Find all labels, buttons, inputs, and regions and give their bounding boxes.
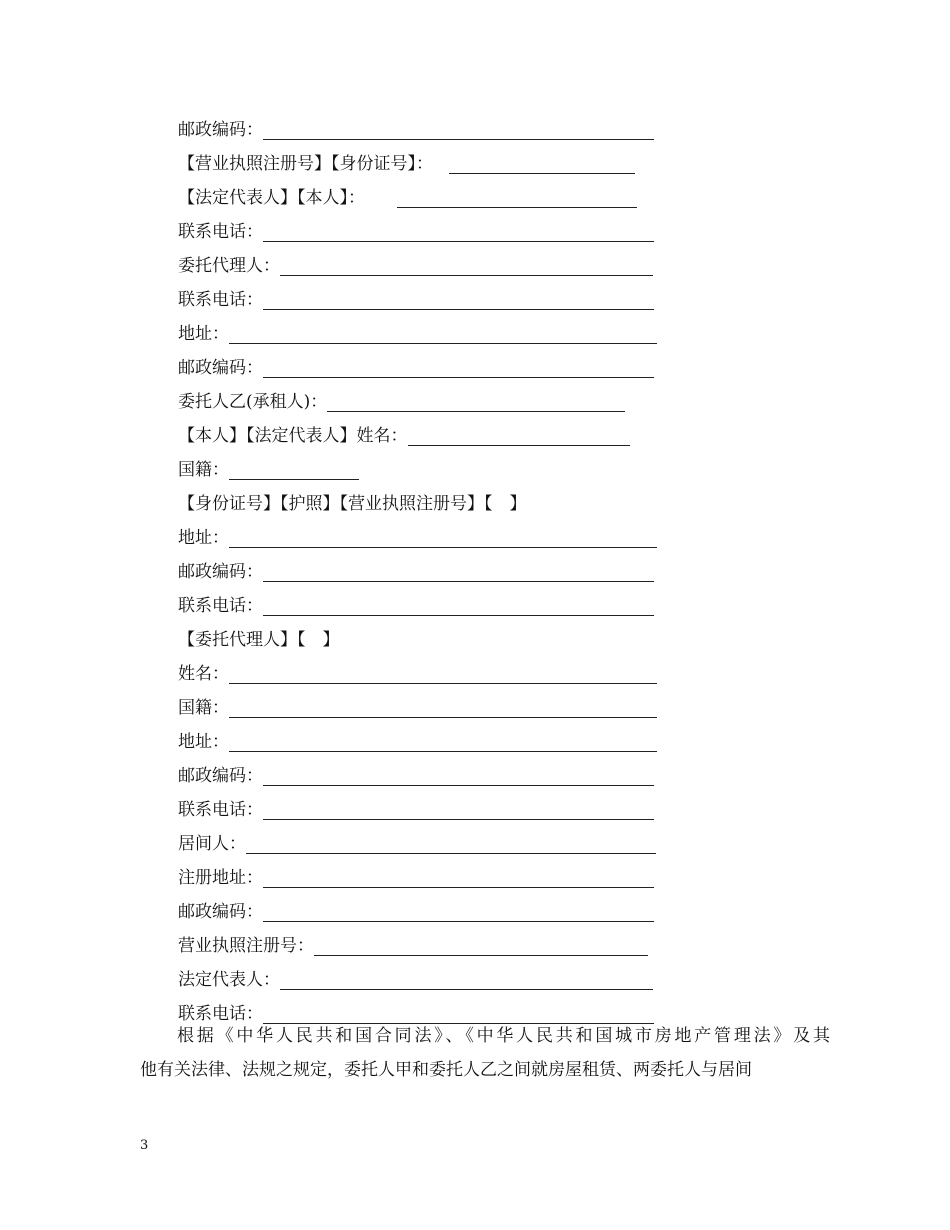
field-label: 法定代表人： bbox=[178, 970, 280, 990]
field-agent-phone-a bbox=[178, 286, 654, 312]
field-address-b bbox=[178, 524, 657, 550]
field-label: 【营业执照注册号】【身份证号】： bbox=[178, 154, 433, 174]
page-number: 3 bbox=[140, 1138, 149, 1153]
field-nationality-b bbox=[178, 456, 359, 482]
fill-in-blank[interactable] bbox=[263, 869, 654, 888]
field-label: 联系电话： bbox=[178, 222, 263, 242]
field-intermediary-address bbox=[178, 864, 654, 890]
fill-in-blank[interactable] bbox=[229, 325, 657, 344]
field-agent-name-b bbox=[178, 660, 657, 686]
fill-in-blank[interactable] bbox=[263, 903, 654, 922]
fill-in-blank[interactable] bbox=[263, 359, 654, 378]
field-label: 注册地址： bbox=[178, 868, 263, 888]
field-agent-a bbox=[178, 252, 653, 278]
field-agent-phone-b bbox=[178, 796, 654, 822]
field-label: 邮政编码： bbox=[178, 358, 263, 378]
field-label: 营业执照注册号： bbox=[178, 936, 314, 956]
fill-in-blank[interactable] bbox=[449, 155, 635, 174]
field-label: 【身份证号】【护照】【营业执照注册号】【 】 bbox=[178, 494, 527, 514]
fill-in-blank[interactable] bbox=[263, 801, 654, 820]
field-label: 地址： bbox=[178, 324, 229, 344]
fill-in-blank[interactable] bbox=[408, 427, 630, 446]
field-label: 地址： bbox=[178, 528, 229, 548]
fill-in-blank[interactable] bbox=[229, 529, 657, 548]
field-intermediary bbox=[178, 830, 656, 856]
field-lessee-b bbox=[178, 388, 625, 414]
field-postal-code-a bbox=[178, 116, 654, 142]
fill-in-blank[interactable] bbox=[229, 733, 657, 752]
field-label: 邮政编码： bbox=[178, 120, 263, 140]
fill-in-blank[interactable] bbox=[246, 835, 656, 854]
field-label: 【法定代表人】【本人】： bbox=[178, 188, 365, 208]
field-label: 【委托代理人】【 】 bbox=[178, 630, 340, 650]
field-license-or-id-a bbox=[178, 150, 635, 176]
field-intermediary-legal-rep bbox=[178, 966, 653, 992]
field-id-type-b bbox=[178, 490, 527, 516]
field-agent-b bbox=[178, 626, 340, 652]
field-phone-b bbox=[178, 592, 654, 618]
field-label: 邮政编码： bbox=[178, 902, 263, 922]
fill-in-blank[interactable] bbox=[263, 291, 654, 310]
fill-in-blank[interactable] bbox=[327, 393, 625, 412]
fill-in-blank[interactable] bbox=[263, 223, 654, 242]
field-address-a bbox=[178, 320, 657, 346]
field-label: 邮政编码： bbox=[178, 562, 263, 582]
field-label: 地址： bbox=[178, 732, 229, 752]
field-label: 邮政编码： bbox=[178, 766, 263, 786]
fill-in-blank[interactable] bbox=[263, 597, 654, 616]
fill-in-blank[interactable] bbox=[229, 461, 359, 480]
fill-in-blank[interactable] bbox=[229, 699, 657, 718]
fill-in-blank[interactable] bbox=[263, 563, 654, 582]
field-phone-a bbox=[178, 218, 654, 244]
field-name-b bbox=[178, 422, 630, 448]
field-postal-code-a2 bbox=[178, 354, 654, 380]
paragraph-line: 根据《中华人民共和国合同法》、《中华人民共和国城市房地产管理法》及其 bbox=[177, 1026, 830, 1046]
body-paragraph bbox=[140, 1019, 830, 1087]
paragraph-line: 他有关法律、法规之规定，委托人甲和委托人乙之间就房屋租赁、两委托人与居间 bbox=[140, 1060, 752, 1080]
field-label: 国籍： bbox=[178, 698, 229, 718]
fill-in-blank[interactable] bbox=[263, 767, 654, 786]
field-legal-rep-a bbox=[178, 184, 637, 210]
field-label: 联系电话： bbox=[178, 290, 263, 310]
fill-in-blank[interactable] bbox=[263, 121, 654, 140]
fill-in-blank[interactable] bbox=[314, 937, 648, 956]
fill-in-blank[interactable] bbox=[280, 971, 653, 990]
field-label: 姓名： bbox=[178, 664, 229, 684]
fill-in-blank[interactable] bbox=[280, 257, 653, 276]
fill-in-blank[interactable] bbox=[397, 189, 637, 208]
field-label: 联系电话： bbox=[178, 800, 263, 820]
field-postal-code-b bbox=[178, 558, 654, 584]
field-agent-nationality-b bbox=[178, 694, 657, 720]
field-label: 委托人乙(承租人)： bbox=[178, 392, 328, 412]
field-label: 【本人】【法定代表人】姓名： bbox=[178, 426, 408, 446]
field-agent-address-b bbox=[178, 728, 657, 754]
field-agent-postal-code-b bbox=[178, 762, 654, 788]
field-intermediary-postal-code bbox=[178, 898, 654, 924]
field-label: 联系电话： bbox=[178, 1004, 263, 1024]
fill-in-blank[interactable] bbox=[229, 665, 657, 684]
field-label: 国籍： bbox=[178, 460, 229, 480]
field-intermediary-license bbox=[178, 932, 648, 958]
field-label: 委托代理人： bbox=[178, 256, 280, 276]
field-label: 联系电话： bbox=[178, 596, 263, 616]
field-label: 居间人： bbox=[178, 834, 246, 854]
